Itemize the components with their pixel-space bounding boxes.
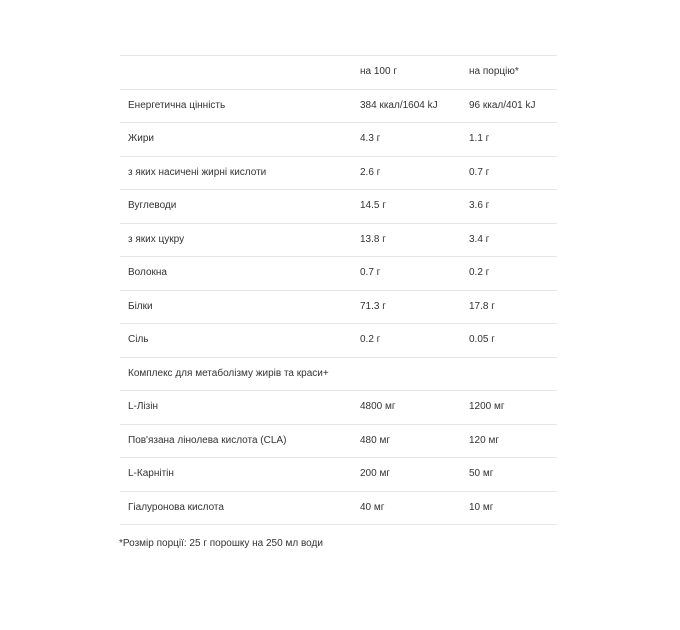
- nutrient-name: з яких насичені жирні кислоти: [120, 156, 356, 190]
- value-per-100g: 200 мг: [356, 458, 465, 492]
- table-row: [120, 424, 557, 458]
- value-per-100g: 4800 мг: [356, 391, 465, 425]
- nutrient-name: L-Карнітін: [120, 458, 356, 492]
- value-per-serving: 1.1 г: [465, 123, 557, 157]
- table-row: [120, 290, 557, 324]
- table-row: [120, 391, 557, 425]
- nutrition-table: [120, 55, 557, 525]
- serving-size-footnote: *Розмір порції: 25 г порошку на 250 мл води: [119, 538, 323, 549]
- value-per-100g: 13.8 г: [356, 223, 465, 257]
- value-per-serving: 50 мг: [465, 458, 557, 492]
- value-per-100g: 384 ккал/1604 kJ: [356, 89, 465, 123]
- nutrient-name: L-Лізін: [120, 391, 356, 425]
- nutrition-table-wrapper: [120, 55, 557, 525]
- nutrient-name: Волокна: [120, 257, 356, 291]
- nutrient-name: Пов'язана лінолева кислота (CLA): [120, 424, 356, 458]
- value-per-serving: 0.05 г: [465, 324, 557, 358]
- value-per-serving: 0.2 г: [465, 257, 557, 291]
- value-per-100g: 0.7 г: [356, 257, 465, 291]
- nutrient-name: Комплекс для метаболізму жирів та краси+: [120, 357, 356, 391]
- table-row: [120, 257, 557, 291]
- table-row: [120, 223, 557, 257]
- value-per-serving: 0.7 г: [465, 156, 557, 190]
- value-per-100g: 71.3 г: [356, 290, 465, 324]
- value-per-serving: [465, 357, 557, 391]
- value-per-serving: 1200 мг: [465, 391, 557, 425]
- table-row: [120, 123, 557, 157]
- value-per-100g: 0.2 г: [356, 324, 465, 358]
- value-per-100g: 4.3 г: [356, 123, 465, 157]
- table-row: [120, 357, 557, 391]
- value-per-serving: 3.6 г: [465, 190, 557, 224]
- table-row: [120, 190, 557, 224]
- nutrient-name: Вуглеводи: [120, 190, 356, 224]
- nutrient-name: Енергетична цінність: [120, 89, 356, 123]
- value-per-100g: 40 мг: [356, 491, 465, 525]
- nutrient-name: з яких цукру: [120, 223, 356, 257]
- value-per-100g: [356, 357, 465, 391]
- table-header-row: [120, 56, 557, 90]
- value-per-serving: 120 мг: [465, 424, 557, 458]
- table-row: [120, 491, 557, 525]
- value-per-serving: 17.8 г: [465, 290, 557, 324]
- table-row: [120, 324, 557, 358]
- value-per-100g: 14.5 г: [356, 190, 465, 224]
- header-cell-per-serving: на порцію*: [465, 56, 557, 90]
- table-row: [120, 458, 557, 492]
- value-per-100g: 2.6 г: [356, 156, 465, 190]
- nutrient-name: Сіль: [120, 324, 356, 358]
- table-row: [120, 156, 557, 190]
- value-per-100g: 480 мг: [356, 424, 465, 458]
- nutrient-name: Білки: [120, 290, 356, 324]
- header-cell-name: [120, 56, 356, 90]
- header-cell-per-100g: на 100 г: [356, 56, 465, 90]
- value-per-serving: 3.4 г: [465, 223, 557, 257]
- table-row: [120, 89, 557, 123]
- value-per-serving: 96 ккал/401 kJ: [465, 89, 557, 123]
- nutrient-name: Гіалуронова кислота: [120, 491, 356, 525]
- value-per-serving: 10 мг: [465, 491, 557, 525]
- nutrient-name: Жири: [120, 123, 356, 157]
